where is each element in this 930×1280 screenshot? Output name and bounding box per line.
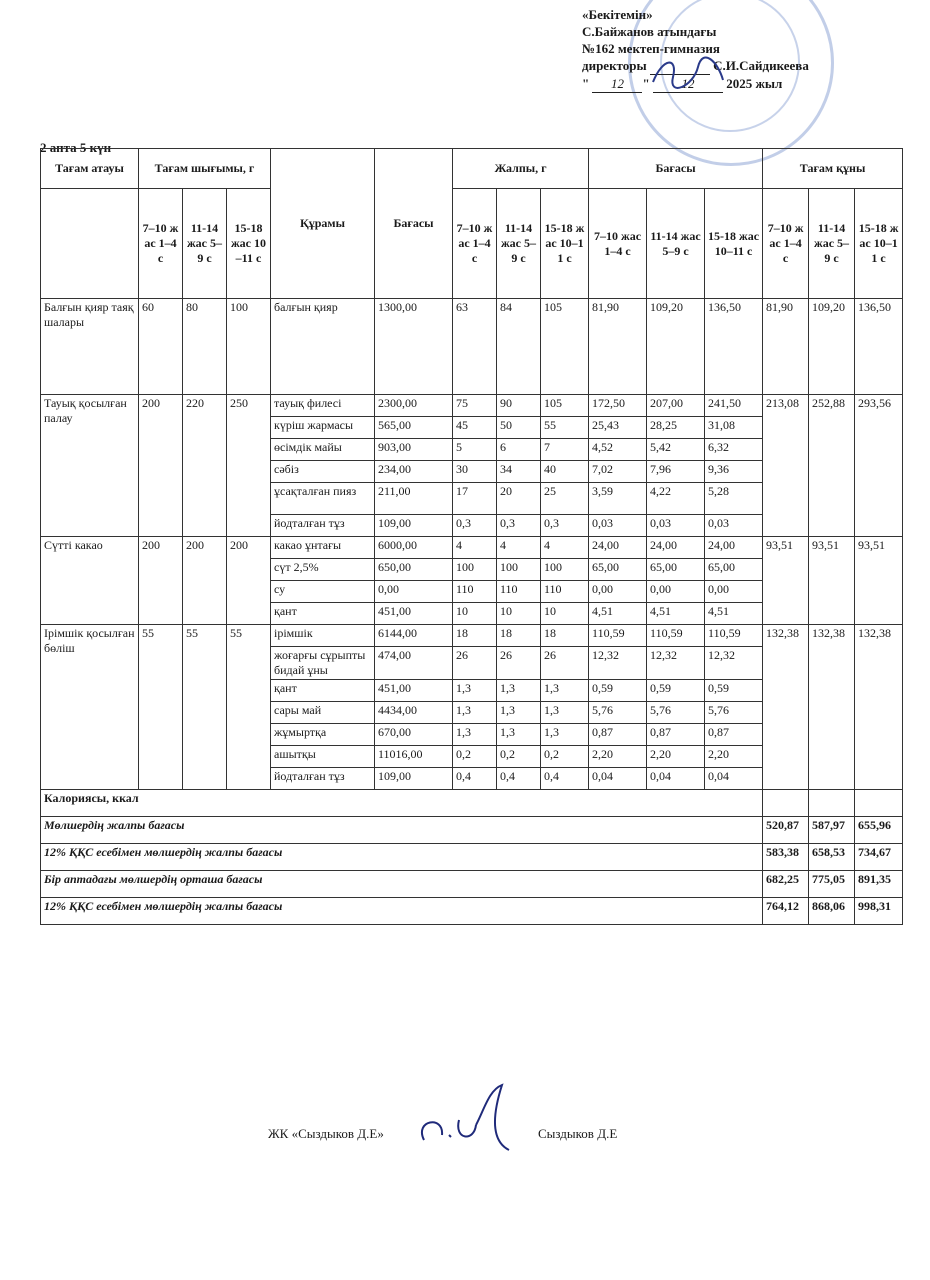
ingredient-grams-1: 1,3 (453, 702, 497, 724)
ingredient-price: 565,00 (375, 417, 453, 439)
ingredient-cost-2: 4,51 (647, 603, 705, 625)
totals-label: Калориясы, ккал (41, 790, 763, 817)
ingredient-grams-3: 10 (541, 603, 589, 625)
ingredient-price: 11016,00 (375, 746, 453, 768)
totals-value-1: 682,25 (763, 871, 809, 898)
ingredient-cost-1: 0,04 (589, 768, 647, 790)
ingredient-grams-1: 26 (453, 647, 497, 680)
dish-yield-1: 60 (139, 299, 183, 395)
table-row (41, 625, 903, 647)
ingredient-grams-3: 0,4 (541, 768, 589, 790)
ingredient-cost-2: 7,96 (647, 461, 705, 483)
header-total-age-2: 11-14 жас 5–9 с (497, 189, 541, 299)
ingredient-name: йодталған тұз (271, 515, 375, 537)
ingredient-cost-1: 0,87 (589, 724, 647, 746)
ingredient-grams-2: 1,3 (497, 702, 541, 724)
ingredient-cost-2: 109,20 (647, 299, 705, 395)
dish-name: Ірімшік қосылған бөліш (41, 625, 139, 790)
totals-value-3: 998,31 (855, 898, 903, 925)
totals-value-3: 655,96 (855, 817, 903, 844)
dish-nutrition-1: 93,51 (763, 537, 809, 625)
ingredient-grams-3: 0,3 (541, 515, 589, 537)
ingredient-grams-2: 1,3 (497, 680, 541, 702)
dish-yield-2: 55 (183, 625, 227, 790)
totals-row (41, 817, 903, 844)
ingredient-name: сүт 2,5% (271, 559, 375, 581)
ingredient-grams-2: 6 (497, 439, 541, 461)
supplier-company: ЖК «Сыздыков Д.Е» (268, 1126, 384, 1141)
ingredient-cost-1: 4,51 (589, 603, 647, 625)
ingredient-grams-3: 18 (541, 625, 589, 647)
week-day-label: 2 апта 5 күн (40, 140, 112, 155)
ingredient-price: 650,00 (375, 559, 453, 581)
totals-value-3 (855, 790, 903, 817)
ingredient-cost-2: 4,22 (647, 483, 705, 515)
ingredient-grams-2: 0,4 (497, 768, 541, 790)
ingredient-grams-3: 26 (541, 647, 589, 680)
header-yield-age-1: 7–10 жас 1–4 с (139, 189, 183, 299)
header-nutrition: Тағам құны (763, 149, 903, 189)
ingredient-price: 2300,00 (375, 395, 453, 417)
totals-row (41, 844, 903, 871)
dish-nutrition-3: 136,50 (855, 299, 903, 395)
dish-nutrition-2: 109,20 (809, 299, 855, 395)
ingredient-name: балғын қияр (271, 299, 375, 395)
dish-yield-2: 200 (183, 537, 227, 625)
dish-nutrition-2: 93,51 (809, 537, 855, 625)
header-nut-age-3: 15-18 жас 10–11 с (855, 189, 903, 299)
header-price: Бағасы (375, 149, 453, 299)
dish-nutrition-1: 132,38 (763, 625, 809, 790)
ingredient-cost-1: 0,59 (589, 680, 647, 702)
ingredient-cost-3: 6,32 (705, 439, 763, 461)
ingredient-cost-1: 172,50 (589, 395, 647, 417)
ingredient-cost-3: 12,32 (705, 647, 763, 680)
dish-yield-3: 100 (227, 299, 271, 395)
ingredient-grams-3: 25 (541, 483, 589, 515)
header-total-age-3: 15-18 жас 10–11 с (541, 189, 589, 299)
ingredient-cost-3: 0,87 (705, 724, 763, 746)
ingredient-cost-3: 5,28 (705, 483, 763, 515)
dish-name: Сүтті какао (41, 537, 139, 625)
ingredient-grams-1: 0,3 (453, 515, 497, 537)
ingredient-grams-3: 1,3 (541, 724, 589, 746)
ingredient-cost-2: 28,25 (647, 417, 705, 439)
ingredient-cost-2: 0,59 (647, 680, 705, 702)
header-yield-age-2: 11-14 жас 5–9 с (183, 189, 227, 299)
ingredient-cost-3: 5,76 (705, 702, 763, 724)
ingredient-cost-1: 25,43 (589, 417, 647, 439)
totals-label: 12% ҚҚС есебімен мөлшердің жалпы бағасы (41, 844, 763, 871)
approval-date-year: 2025 жыл (726, 76, 783, 91)
ingredient-cost-3: 24,00 (705, 537, 763, 559)
ingredient-price: 6144,00 (375, 625, 453, 647)
ingredient-price: 6000,00 (375, 537, 453, 559)
ingredient-cost-2: 0,04 (647, 768, 705, 790)
ingredient-grams-2: 4 (497, 537, 541, 559)
ingredient-cost-3: 9,36 (705, 461, 763, 483)
ingredient-cost-3: 110,59 (705, 625, 763, 647)
header-total-age-1: 7–10 жас 1–4 с (453, 189, 497, 299)
totals-row (41, 871, 903, 898)
totals-row (41, 898, 903, 925)
ingredient-cost-2: 0,87 (647, 724, 705, 746)
ingredient-price: 109,00 (375, 768, 453, 790)
ingredient-grams-2: 84 (497, 299, 541, 395)
director-signature (648, 52, 728, 92)
ingredient-grams-2: 10 (497, 603, 541, 625)
ingredient-grams-3: 110 (541, 581, 589, 603)
dish-nutrition-3: 132,38 (855, 625, 903, 790)
totals-value-2: 587,97 (809, 817, 855, 844)
ingredient-cost-1: 12,32 (589, 647, 647, 680)
ingredient-cost-1: 3,59 (589, 483, 647, 515)
totals-value-2 (809, 790, 855, 817)
header-cost-age-1: 7–10 жас 1–4 с (589, 189, 647, 299)
totals-value-2: 658,53 (809, 844, 855, 871)
ingredient-cost-3: 0,00 (705, 581, 763, 603)
dish-yield-1: 55 (139, 625, 183, 790)
ingredient-grams-1: 0,4 (453, 768, 497, 790)
totals-label: 12% ҚҚС есебімен мөлшердің жалпы бағасы (41, 898, 763, 925)
ingredient-cost-1: 24,00 (589, 537, 647, 559)
ingredient-cost-3: 136,50 (705, 299, 763, 395)
ingredient-cost-2: 0,00 (647, 581, 705, 603)
ingredient-price: 0,00 (375, 581, 453, 603)
ingredient-name: жоғарғы сұрыпты бидай ұны (271, 647, 375, 680)
ingredient-cost-3: 31,08 (705, 417, 763, 439)
dish-yield-2: 220 (183, 395, 227, 537)
ingredient-cost-1: 4,52 (589, 439, 647, 461)
totals-row (41, 790, 903, 817)
dish-yield-1: 200 (139, 395, 183, 537)
ingredient-cost-2: 65,00 (647, 559, 705, 581)
dish-name: Балғын қияр таяқшалары (41, 299, 139, 395)
ingredient-grams-2: 1,3 (497, 724, 541, 746)
ingredient-grams-1: 5 (453, 439, 497, 461)
ingredient-grams-2: 110 (497, 581, 541, 603)
ingredient-grams-3: 4 (541, 537, 589, 559)
dish-yield-3: 55 (227, 625, 271, 790)
header-dish-empty (41, 189, 139, 299)
ingredient-grams-2: 50 (497, 417, 541, 439)
ingredient-name: сары май (271, 702, 375, 724)
ingredient-price: 211,00 (375, 483, 453, 515)
ingredient-grams-1: 10 (453, 603, 497, 625)
ingredient-cost-3: 0,04 (705, 768, 763, 790)
totals-value-1: 520,87 (763, 817, 809, 844)
ingredient-name: күріш жармасы (271, 417, 375, 439)
dish-name: Тауық қосылған палау (41, 395, 139, 537)
supplier-signature (414, 1080, 534, 1160)
ingredient-name: қант (271, 603, 375, 625)
ingredient-grams-2: 0,3 (497, 515, 541, 537)
ingredient-cost-2: 24,00 (647, 537, 705, 559)
ingredient-grams-1: 4 (453, 537, 497, 559)
ingredient-cost-2: 5,76 (647, 702, 705, 724)
ingredient-grams-1: 75 (453, 395, 497, 417)
ingredient-grams-3: 55 (541, 417, 589, 439)
ingredient-cost-2: 2,20 (647, 746, 705, 768)
ingredient-price: 474,00 (375, 647, 453, 680)
ingredient-price: 903,00 (375, 439, 453, 461)
ingredient-grams-2: 90 (497, 395, 541, 417)
approval-date-day: 12 (592, 75, 642, 93)
approval-director-label: директоры (582, 58, 647, 73)
date-quote-close: " (642, 76, 650, 91)
ingredient-cost-1: 110,59 (589, 625, 647, 647)
ingredient-grams-1: 18 (453, 625, 497, 647)
header-yield: Тағам шығымы, г (139, 149, 271, 189)
ingredient-price: 670,00 (375, 724, 453, 746)
dish-yield-3: 250 (227, 395, 271, 537)
header-total-g: Жалпы, г (453, 149, 589, 189)
ingredient-grams-1: 63 (453, 299, 497, 395)
ingredient-price: 451,00 (375, 603, 453, 625)
totals-label: Бір аптадағы мөлшердің орташа бағасы (41, 871, 763, 898)
ingredient-name: тауық филесі (271, 395, 375, 417)
dish-yield-3: 200 (227, 537, 271, 625)
ingredient-cost-3: 65,00 (705, 559, 763, 581)
dish-nutrition-2: 132,38 (809, 625, 855, 790)
totals-value-1: 583,38 (763, 844, 809, 871)
ingredient-name: ашытқы (271, 746, 375, 768)
totals-value-1 (763, 790, 809, 817)
ingredient-cost-1: 5,76 (589, 702, 647, 724)
ingredient-grams-2: 26 (497, 647, 541, 680)
ingredient-price: 451,00 (375, 680, 453, 702)
ingredient-grams-3: 105 (541, 395, 589, 417)
header-composition: Құрамы (271, 149, 375, 299)
totals-value-3: 891,35 (855, 871, 903, 898)
ingredient-name: жұмыртқа (271, 724, 375, 746)
ingredient-grams-2: 34 (497, 461, 541, 483)
totals-value-2: 868,06 (809, 898, 855, 925)
header-nut-age-1: 7–10 жас 1–4 с (763, 189, 809, 299)
table-row (41, 299, 903, 395)
approval-school-number: №162 мектеп-гимназия (582, 41, 720, 56)
ingredient-grams-1: 0,2 (453, 746, 497, 768)
ingredient-grams-1: 1,3 (453, 680, 497, 702)
ingredient-cost-3: 0,03 (705, 515, 763, 537)
ingredient-grams-3: 100 (541, 559, 589, 581)
ingredient-grams-2: 20 (497, 483, 541, 515)
ingredient-cost-1: 7,02 (589, 461, 647, 483)
header-nut-age-2: 11-14 жас 5–9 с (809, 189, 855, 299)
dish-nutrition-2: 252,88 (809, 395, 855, 537)
menu-table (40, 148, 903, 925)
dish-nutrition-1: 213,08 (763, 395, 809, 537)
ingredient-grams-1: 17 (453, 483, 497, 515)
ingredient-cost-2: 207,00 (647, 395, 705, 417)
ingredient-grams-2: 0,2 (497, 746, 541, 768)
ingredient-cost-3: 241,50 (705, 395, 763, 417)
ingredient-cost-2: 12,32 (647, 647, 705, 680)
table-row (41, 537, 903, 559)
ingredient-cost-2: 0,03 (647, 515, 705, 537)
ingredient-price: 4434,00 (375, 702, 453, 724)
dish-nutrition-3: 93,51 (855, 537, 903, 625)
header-cost-age-3: 15-18 жас 10–11 с (705, 189, 763, 299)
ingredient-grams-2: 100 (497, 559, 541, 581)
header-yield-age-3: 15-18 жас 10–11 с (227, 189, 271, 299)
ingredient-grams-3: 40 (541, 461, 589, 483)
ingredient-cost-1: 81,90 (589, 299, 647, 395)
date-quote-open: " (582, 76, 590, 91)
table-row (41, 395, 903, 417)
totals-label: Мөлшердің жалпы бағасы (41, 817, 763, 844)
supplier-name: Сыздыков Д.Е (538, 1126, 618, 1141)
dish-yield-1: 200 (139, 537, 183, 625)
ingredient-cost-3: 2,20 (705, 746, 763, 768)
ingredient-price: 109,00 (375, 515, 453, 537)
ingredient-name: йодталған тұз (271, 768, 375, 790)
header-cost-age-2: 11-14 жас 5–9 с (647, 189, 705, 299)
dish-yield-2: 80 (183, 299, 227, 395)
approval-director-name: С.И.Сайдикеева (713, 58, 809, 73)
ingredient-name: какао ұнтағы (271, 537, 375, 559)
ingredient-cost-1: 65,00 (589, 559, 647, 581)
ingredient-cost-3: 0,59 (705, 680, 763, 702)
ingredient-cost-2: 110,59 (647, 625, 705, 647)
ingredient-name: су (271, 581, 375, 603)
totals-value-2: 775,05 (809, 871, 855, 898)
ingredient-grams-3: 7 (541, 439, 589, 461)
ingredient-name: сәбіз (271, 461, 375, 483)
ingredient-cost-1: 0,00 (589, 581, 647, 603)
approval-date-month: 12 (653, 75, 723, 93)
ingredient-grams-3: 1,3 (541, 702, 589, 724)
ingredient-grams-1: 30 (453, 461, 497, 483)
ingredient-name: ұсақталған пияз (271, 483, 375, 515)
header-dish: Тағам атауы (41, 149, 139, 189)
dish-nutrition-1: 81,90 (763, 299, 809, 395)
ingredient-name: қант (271, 680, 375, 702)
header-cost: Бағасы (589, 149, 763, 189)
ingredient-name: өсімдік майы (271, 439, 375, 461)
ingredient-grams-1: 45 (453, 417, 497, 439)
ingredient-name: ірімшік (271, 625, 375, 647)
ingredient-cost-3: 4,51 (705, 603, 763, 625)
ingredient-grams-1: 1,3 (453, 724, 497, 746)
ingredient-grams-3: 1,3 (541, 680, 589, 702)
approval-school: С.Байжанов атындағы (582, 24, 717, 39)
ingredient-cost-1: 0,03 (589, 515, 647, 537)
approval-title: «Бекітемін» (582, 7, 653, 22)
ingredient-grams-1: 110 (453, 581, 497, 603)
ingredient-cost-1: 2,20 (589, 746, 647, 768)
totals-value-1: 764,12 (763, 898, 809, 925)
totals-value-3: 734,67 (855, 844, 903, 871)
ingredient-grams-3: 0,2 (541, 746, 589, 768)
ingredient-price: 234,00 (375, 461, 453, 483)
ingredient-grams-3: 105 (541, 299, 589, 395)
ingredient-grams-2: 18 (497, 625, 541, 647)
ingredient-price: 1300,00 (375, 299, 453, 395)
dish-nutrition-3: 293,56 (855, 395, 903, 537)
ingredient-cost-2: 5,42 (647, 439, 705, 461)
ingredient-grams-1: 100 (453, 559, 497, 581)
